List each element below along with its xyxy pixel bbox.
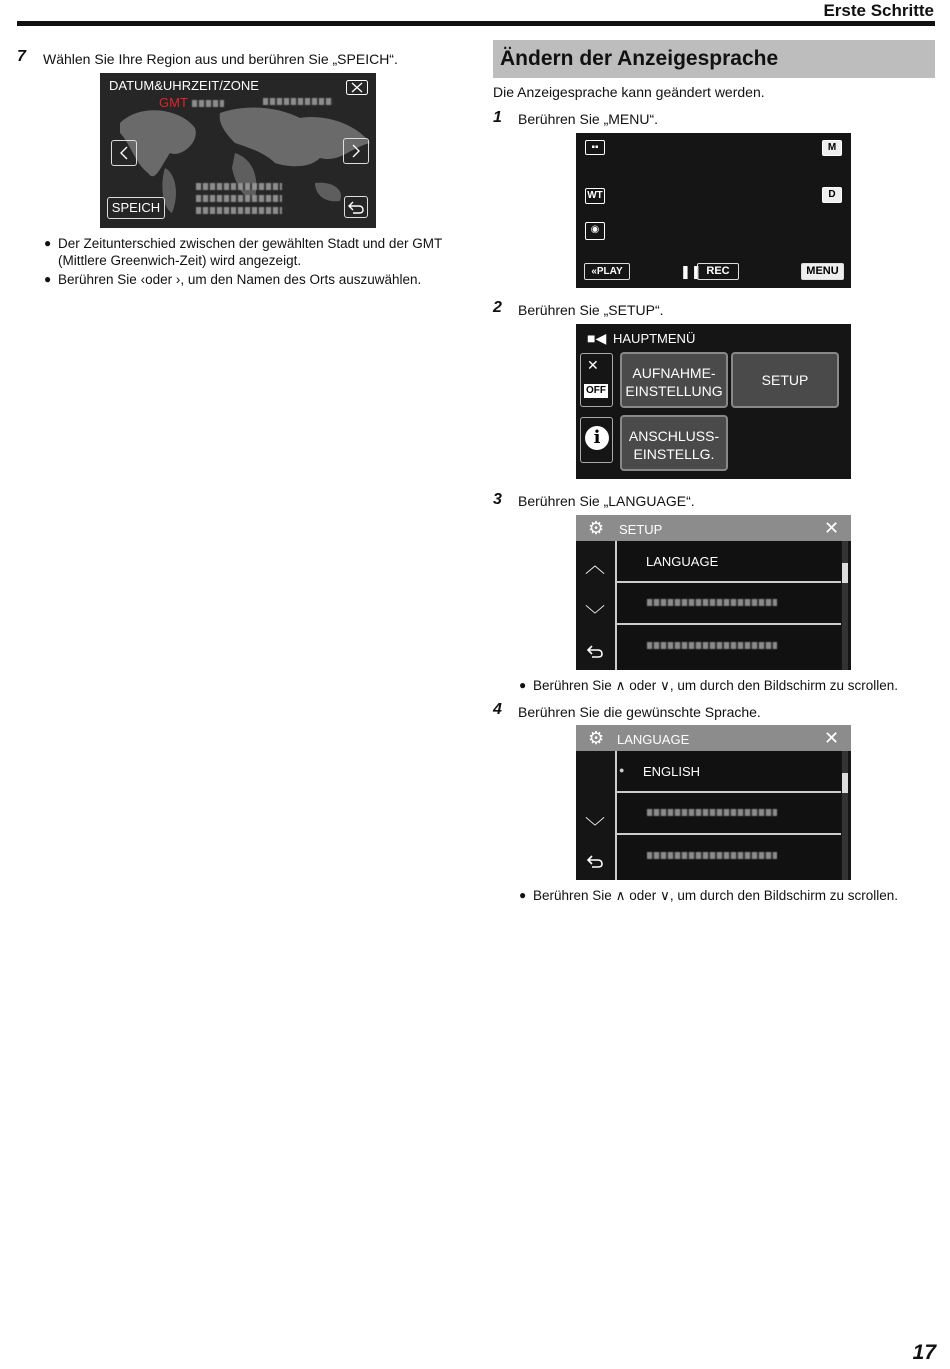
language-screen xyxy=(576,725,851,880)
gear-icon: ⚙ xyxy=(588,518,605,538)
blurred-text xyxy=(192,100,224,107)
connection-settings-button[interactable]: ANSCHLUSS- EINSTELLG. xyxy=(620,415,728,471)
return-icon[interactable] xyxy=(584,641,606,666)
step-text: Berühren Sie „MENU“. xyxy=(518,111,659,127)
list-title-bar xyxy=(576,515,851,541)
bullet-item: ● Berühren Sie ∧ oder ∨, um durch den Bildschirm zu scrollen. xyxy=(519,888,899,903)
pause-icon[interactable]: ❚❚ xyxy=(680,264,702,279)
close-icon[interactable]: ✕ xyxy=(824,518,840,538)
display-icon[interactable]: D xyxy=(822,187,842,203)
bullet-icon: ● xyxy=(44,272,52,286)
page-number: 17 xyxy=(912,1341,936,1364)
gmt-label: GMT xyxy=(159,95,188,110)
screen-title: LANGUAGE xyxy=(617,732,690,747)
list-item[interactable] xyxy=(617,793,841,835)
bullet-icon: ● xyxy=(519,888,527,902)
scroll-down-icon[interactable]: ﹀ xyxy=(585,817,605,839)
list-item[interactable] xyxy=(617,583,841,625)
chevron-right-icon: › xyxy=(175,272,181,287)
selected-dot-icon: ● xyxy=(619,765,625,775)
scrollbar[interactable] xyxy=(842,751,848,880)
bullet-item: ● Der Zeitunterschied zwischen der gewählten Stadt und der GMT (Mittlere Greenwich-Zeit) wird angezeigt. xyxy=(44,236,443,268)
list-item[interactable] xyxy=(617,835,841,880)
recording-settings-button[interactable]: AUFNAHME- EINSTELLUNG xyxy=(620,352,728,408)
bullet-item: ● Berühren Sie ‹oder ›, um den Namen des Orts auszuwählen. xyxy=(44,272,422,287)
section-title: Ändern der Anzeigesprache xyxy=(500,47,779,70)
step-number: 4 xyxy=(493,701,502,718)
blurred-text xyxy=(196,183,282,190)
step-number: 7 xyxy=(17,48,26,65)
chevron-up-icon: ∧ xyxy=(615,678,626,693)
return-icon xyxy=(345,197,367,217)
previous-button[interactable] xyxy=(111,140,137,166)
screen-title: DATUM&UHRZEIT/ZONE xyxy=(109,78,259,93)
info-icon: i xyxy=(585,426,609,450)
rec-button[interactable]: REC xyxy=(697,263,739,280)
list-item[interactable]: LANGUAGE xyxy=(617,541,841,583)
screen-title: HAUPTMENÜ xyxy=(613,331,696,346)
camera-record-screen xyxy=(576,133,851,288)
setup-button[interactable]: SETUP xyxy=(731,352,839,408)
close-icon[interactable]: ✕ xyxy=(824,728,840,748)
scrollbar[interactable] xyxy=(842,541,848,670)
step-number: 3 xyxy=(493,491,502,508)
bullet-item: ● Berühren Sie ∧ oder ∨, um durch den Bildschirm zu scrollen. xyxy=(519,678,899,693)
bullet-icon: ● xyxy=(519,678,527,692)
gear-icon: ⚙ xyxy=(588,728,605,748)
menu-button[interactable]: MENU xyxy=(801,263,844,280)
close-icon[interactable] xyxy=(346,80,366,93)
setup-screen xyxy=(576,515,851,670)
scrollbar-thumb[interactable] xyxy=(842,773,848,793)
step-text: Berühren Sie „LANGUAGE“. xyxy=(518,493,695,509)
step-text: Berühren Sie die gewünschte Sprache. xyxy=(518,704,761,720)
return-icon[interactable] xyxy=(584,851,606,876)
manual-mode-icon[interactable]: M xyxy=(822,140,842,156)
header-rule xyxy=(17,21,935,26)
step-text: Wählen Sie Ihre Region aus und berühren Sie „SPEICH“. xyxy=(43,51,398,67)
chevron-up-icon: ∧ xyxy=(615,888,626,903)
blurred-text xyxy=(196,207,282,214)
video-camera-icon: ■◀ xyxy=(587,330,607,346)
screen-title: SETUP xyxy=(619,522,663,537)
chapter-title: Erste Schritte xyxy=(823,1,934,20)
timezone-screen xyxy=(100,73,376,228)
back-button[interactable] xyxy=(344,196,368,218)
still-camera-icon[interactable]: ◉ xyxy=(585,222,605,240)
off-label: OFF xyxy=(586,385,606,396)
rewind-icon: « xyxy=(591,266,597,277)
video-camera-icon[interactable]: ▪▪ xyxy=(585,140,605,155)
chevron-right-icon xyxy=(344,139,368,163)
chevron-down-icon: ∨ xyxy=(660,678,670,693)
chevron-left-icon: ‹ xyxy=(140,272,146,287)
main-menu-screen xyxy=(576,324,851,479)
chevron-left-icon xyxy=(112,141,136,165)
step-number: 2 xyxy=(493,299,502,316)
blurred-text xyxy=(196,195,282,202)
zoom-wt-icon[interactable]: WT xyxy=(585,188,605,204)
info-button[interactable] xyxy=(580,417,613,463)
bullet-icon: ● xyxy=(44,236,52,250)
next-button[interactable] xyxy=(343,138,369,164)
list-item[interactable] xyxy=(617,625,841,670)
play-button[interactable]: «PLAY xyxy=(584,263,630,280)
save-button[interactable]: SPEICH xyxy=(107,197,165,219)
scroll-up-icon[interactable]: ︿ xyxy=(585,555,605,577)
blurred-text xyxy=(263,98,333,105)
chevron-down-icon: ∨ xyxy=(660,888,670,903)
step-number: 1 xyxy=(493,109,502,126)
list-item-selected[interactable]: ● ENGLISH xyxy=(617,751,841,793)
step-text: Berühren Sie „SETUP“. xyxy=(518,302,664,318)
intro-text: Die Anzeigesprache kann geändert werden. xyxy=(493,84,765,100)
scrollbar-thumb[interactable] xyxy=(842,563,848,583)
sound-off-button[interactable] xyxy=(580,353,613,407)
scroll-down-icon[interactable]: ﹀ xyxy=(585,605,605,627)
muted-camera-icon: ✕ xyxy=(587,357,599,373)
